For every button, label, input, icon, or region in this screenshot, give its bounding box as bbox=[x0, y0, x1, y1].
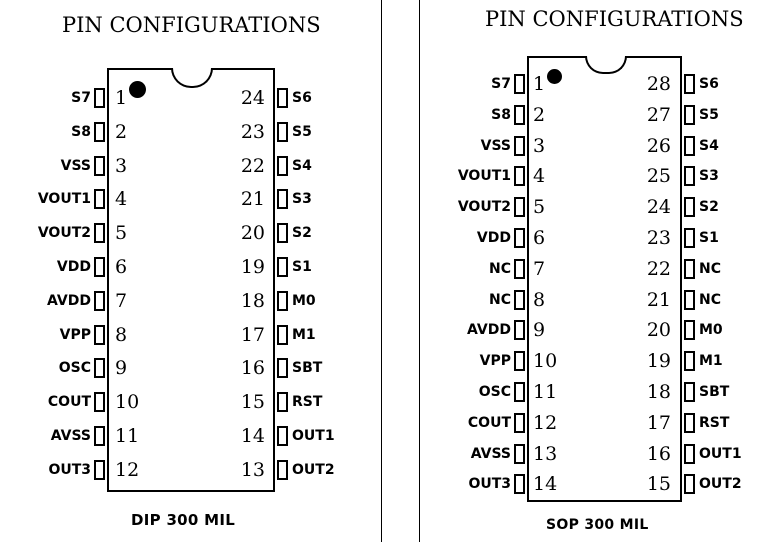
pin-lead bbox=[684, 444, 695, 464]
sop-pin-right-12 bbox=[0, 411, 767, 435]
sop-pin-right-7 bbox=[0, 257, 767, 281]
sop-title: PIN CONFIGURATIONS bbox=[485, 7, 744, 31]
pin-number: 24 bbox=[646, 196, 671, 219]
pin-name: VOUT1 bbox=[37, 191, 91, 208]
pin-number: 21 bbox=[240, 188, 265, 211]
pin-name: SBT bbox=[699, 384, 730, 400]
pin-number: 17 bbox=[240, 323, 265, 346]
pin-name: S8 bbox=[491, 106, 511, 123]
pin-number: 28 bbox=[646, 73, 671, 95]
pin-name: VPP bbox=[479, 353, 511, 370]
pin-number: 10 bbox=[115, 391, 140, 414]
pin-number: 15 bbox=[646, 473, 671, 496]
pin-name: VPP bbox=[59, 326, 91, 343]
pin-number: 21 bbox=[646, 288, 671, 311]
pin-name: AVDD bbox=[467, 322, 511, 339]
pin-name: M0 bbox=[292, 292, 316, 309]
sop-pin-right-1 bbox=[0, 72, 767, 96]
pin-name: COUT bbox=[467, 414, 511, 431]
pin-name: VDD bbox=[56, 259, 91, 275]
pin-lead bbox=[684, 320, 695, 340]
sop-pin-right-4 bbox=[0, 164, 767, 188]
sop-pin-right-5 bbox=[0, 195, 767, 219]
pin-name: S6 bbox=[292, 90, 312, 106]
pin-number: 16 bbox=[240, 357, 265, 380]
dip-title: PIN CONFIGURATIONS bbox=[62, 13, 321, 37]
pin-name: VDD bbox=[476, 230, 511, 246]
pin-number: 22 bbox=[240, 154, 265, 177]
pin-number: 5 bbox=[533, 196, 546, 219]
pin-number: 7 bbox=[115, 289, 128, 312]
pin-lead bbox=[684, 136, 695, 156]
pin-name: S2 bbox=[292, 225, 312, 242]
pin-number: 10 bbox=[533, 350, 558, 373]
pin-name: S5 bbox=[292, 123, 312, 140]
pin-number: 12 bbox=[115, 458, 140, 481]
pin-lead bbox=[684, 259, 695, 279]
pin-number: 2 bbox=[115, 120, 128, 143]
pin-name: S5 bbox=[699, 106, 719, 123]
pin-name: OUT3 bbox=[48, 461, 91, 478]
pin-name: S7 bbox=[71, 90, 91, 106]
pin-number: 11 bbox=[533, 381, 558, 403]
pin-name: M1 bbox=[292, 326, 316, 343]
pin-number: 5 bbox=[115, 222, 128, 245]
pin-name: SBT bbox=[292, 360, 323, 377]
pin-number: 17 bbox=[646, 411, 671, 434]
pin-name: AVSS bbox=[50, 428, 91, 444]
pin-number: 6 bbox=[115, 256, 128, 278]
pin-name: AVDD bbox=[47, 292, 91, 309]
pin-name: S7 bbox=[491, 76, 511, 92]
pin-name: S6 bbox=[699, 76, 719, 92]
pin-number: 11 bbox=[115, 425, 140, 447]
pin-number: 26 bbox=[646, 134, 671, 157]
pin-lead bbox=[684, 166, 695, 186]
pin-name: VOUT2 bbox=[457, 199, 511, 216]
pin-number: 4 bbox=[533, 165, 546, 188]
pin-lead bbox=[684, 228, 695, 248]
pin-name: NC bbox=[489, 291, 511, 308]
pin-name: OSC bbox=[478, 384, 511, 400]
pin-number: 6 bbox=[533, 227, 546, 249]
pin-number: 13 bbox=[240, 458, 265, 481]
pin-number: 12 bbox=[533, 411, 558, 434]
pin-name: VOUT1 bbox=[457, 168, 511, 185]
sop-pin-right-6 bbox=[0, 226, 767, 250]
pin-name: COUT bbox=[47, 394, 91, 411]
pin-lead bbox=[684, 105, 695, 125]
pin-number: 1 bbox=[533, 73, 546, 95]
pin-name: S3 bbox=[292, 191, 312, 208]
pin-number: 18 bbox=[646, 381, 671, 403]
pin-number: 1 bbox=[115, 87, 128, 109]
pin-number: 14 bbox=[533, 473, 558, 496]
pin-number: 8 bbox=[533, 288, 546, 311]
pin-number: 3 bbox=[533, 134, 546, 157]
pin-name: OUT3 bbox=[468, 476, 511, 493]
pin-name: S3 bbox=[699, 168, 719, 185]
pin-name: M1 bbox=[699, 353, 723, 370]
sop-pin-right-8 bbox=[0, 288, 767, 312]
pin-lead bbox=[684, 382, 695, 402]
sop-pin-right-9 bbox=[0, 318, 767, 342]
pin-number: 2 bbox=[533, 103, 546, 126]
sop-pin-right-11 bbox=[0, 380, 767, 404]
pin-number: 8 bbox=[115, 323, 128, 346]
pin-lead bbox=[684, 474, 695, 494]
pin-lead bbox=[684, 290, 695, 310]
sop-pin-right-3 bbox=[0, 134, 767, 158]
pin-number: 18 bbox=[240, 289, 265, 312]
pin-lead bbox=[684, 197, 695, 217]
pin-name: S2 bbox=[699, 199, 719, 216]
sop-pin-right-10 bbox=[0, 349, 767, 373]
pin-name: OUT1 bbox=[699, 445, 742, 462]
pin-number: 20 bbox=[240, 222, 265, 245]
pin-name: S8 bbox=[71, 123, 91, 140]
pin-number: 23 bbox=[646, 227, 671, 249]
pin-name: S1 bbox=[699, 230, 719, 246]
pin-lead bbox=[684, 351, 695, 371]
pin-number: 14 bbox=[240, 425, 265, 447]
pin-name: S1 bbox=[292, 259, 312, 275]
sop-pin-right-2 bbox=[0, 103, 767, 127]
pin-number: 19 bbox=[646, 350, 671, 373]
pin-name: NC bbox=[489, 260, 511, 277]
pin-name: VSS bbox=[480, 137, 511, 154]
pin-name: OUT2 bbox=[699, 476, 742, 493]
pin-name: NC bbox=[699, 260, 721, 277]
dip-package-label: DIP 300 MIL bbox=[131, 511, 236, 529]
pin-name: AVSS bbox=[470, 445, 511, 462]
pin-number: 27 bbox=[646, 103, 671, 126]
pin-number: 22 bbox=[646, 257, 671, 280]
pin-name: VOUT2 bbox=[37, 225, 91, 242]
pin-name: RST bbox=[292, 394, 323, 411]
pin-number: 19 bbox=[240, 256, 265, 278]
pin-number: 3 bbox=[115, 154, 128, 177]
pin-number: 23 bbox=[240, 120, 265, 143]
pin-name: RST bbox=[699, 414, 730, 431]
pin-name: OUT1 bbox=[292, 428, 335, 444]
pin-name: OUT2 bbox=[292, 461, 335, 478]
pin-lead bbox=[684, 74, 695, 94]
sop-pin-right-14 bbox=[0, 472, 767, 496]
pin-number: 9 bbox=[533, 319, 546, 342]
pin-number: 4 bbox=[115, 188, 128, 211]
pin-number: 16 bbox=[646, 442, 671, 465]
pin-name: S4 bbox=[292, 157, 312, 174]
pin-name: VSS bbox=[60, 157, 91, 174]
pin-number: 15 bbox=[240, 391, 265, 414]
pin-number: 25 bbox=[646, 165, 671, 188]
pin-number: 7 bbox=[533, 257, 546, 280]
pin-name: OSC bbox=[58, 360, 91, 377]
sop-pin-right-13 bbox=[0, 442, 767, 466]
pin-number: 24 bbox=[240, 87, 265, 109]
pin-number: 20 bbox=[646, 319, 671, 342]
pin-number: 13 bbox=[533, 442, 558, 465]
pin-number: 9 bbox=[115, 357, 128, 380]
pin-name: S4 bbox=[699, 137, 719, 154]
pin-name: M0 bbox=[699, 322, 723, 339]
pin-name: NC bbox=[699, 291, 721, 308]
pin-lead bbox=[684, 413, 695, 433]
sop-package-label: SOP 300 MIL bbox=[546, 517, 649, 533]
